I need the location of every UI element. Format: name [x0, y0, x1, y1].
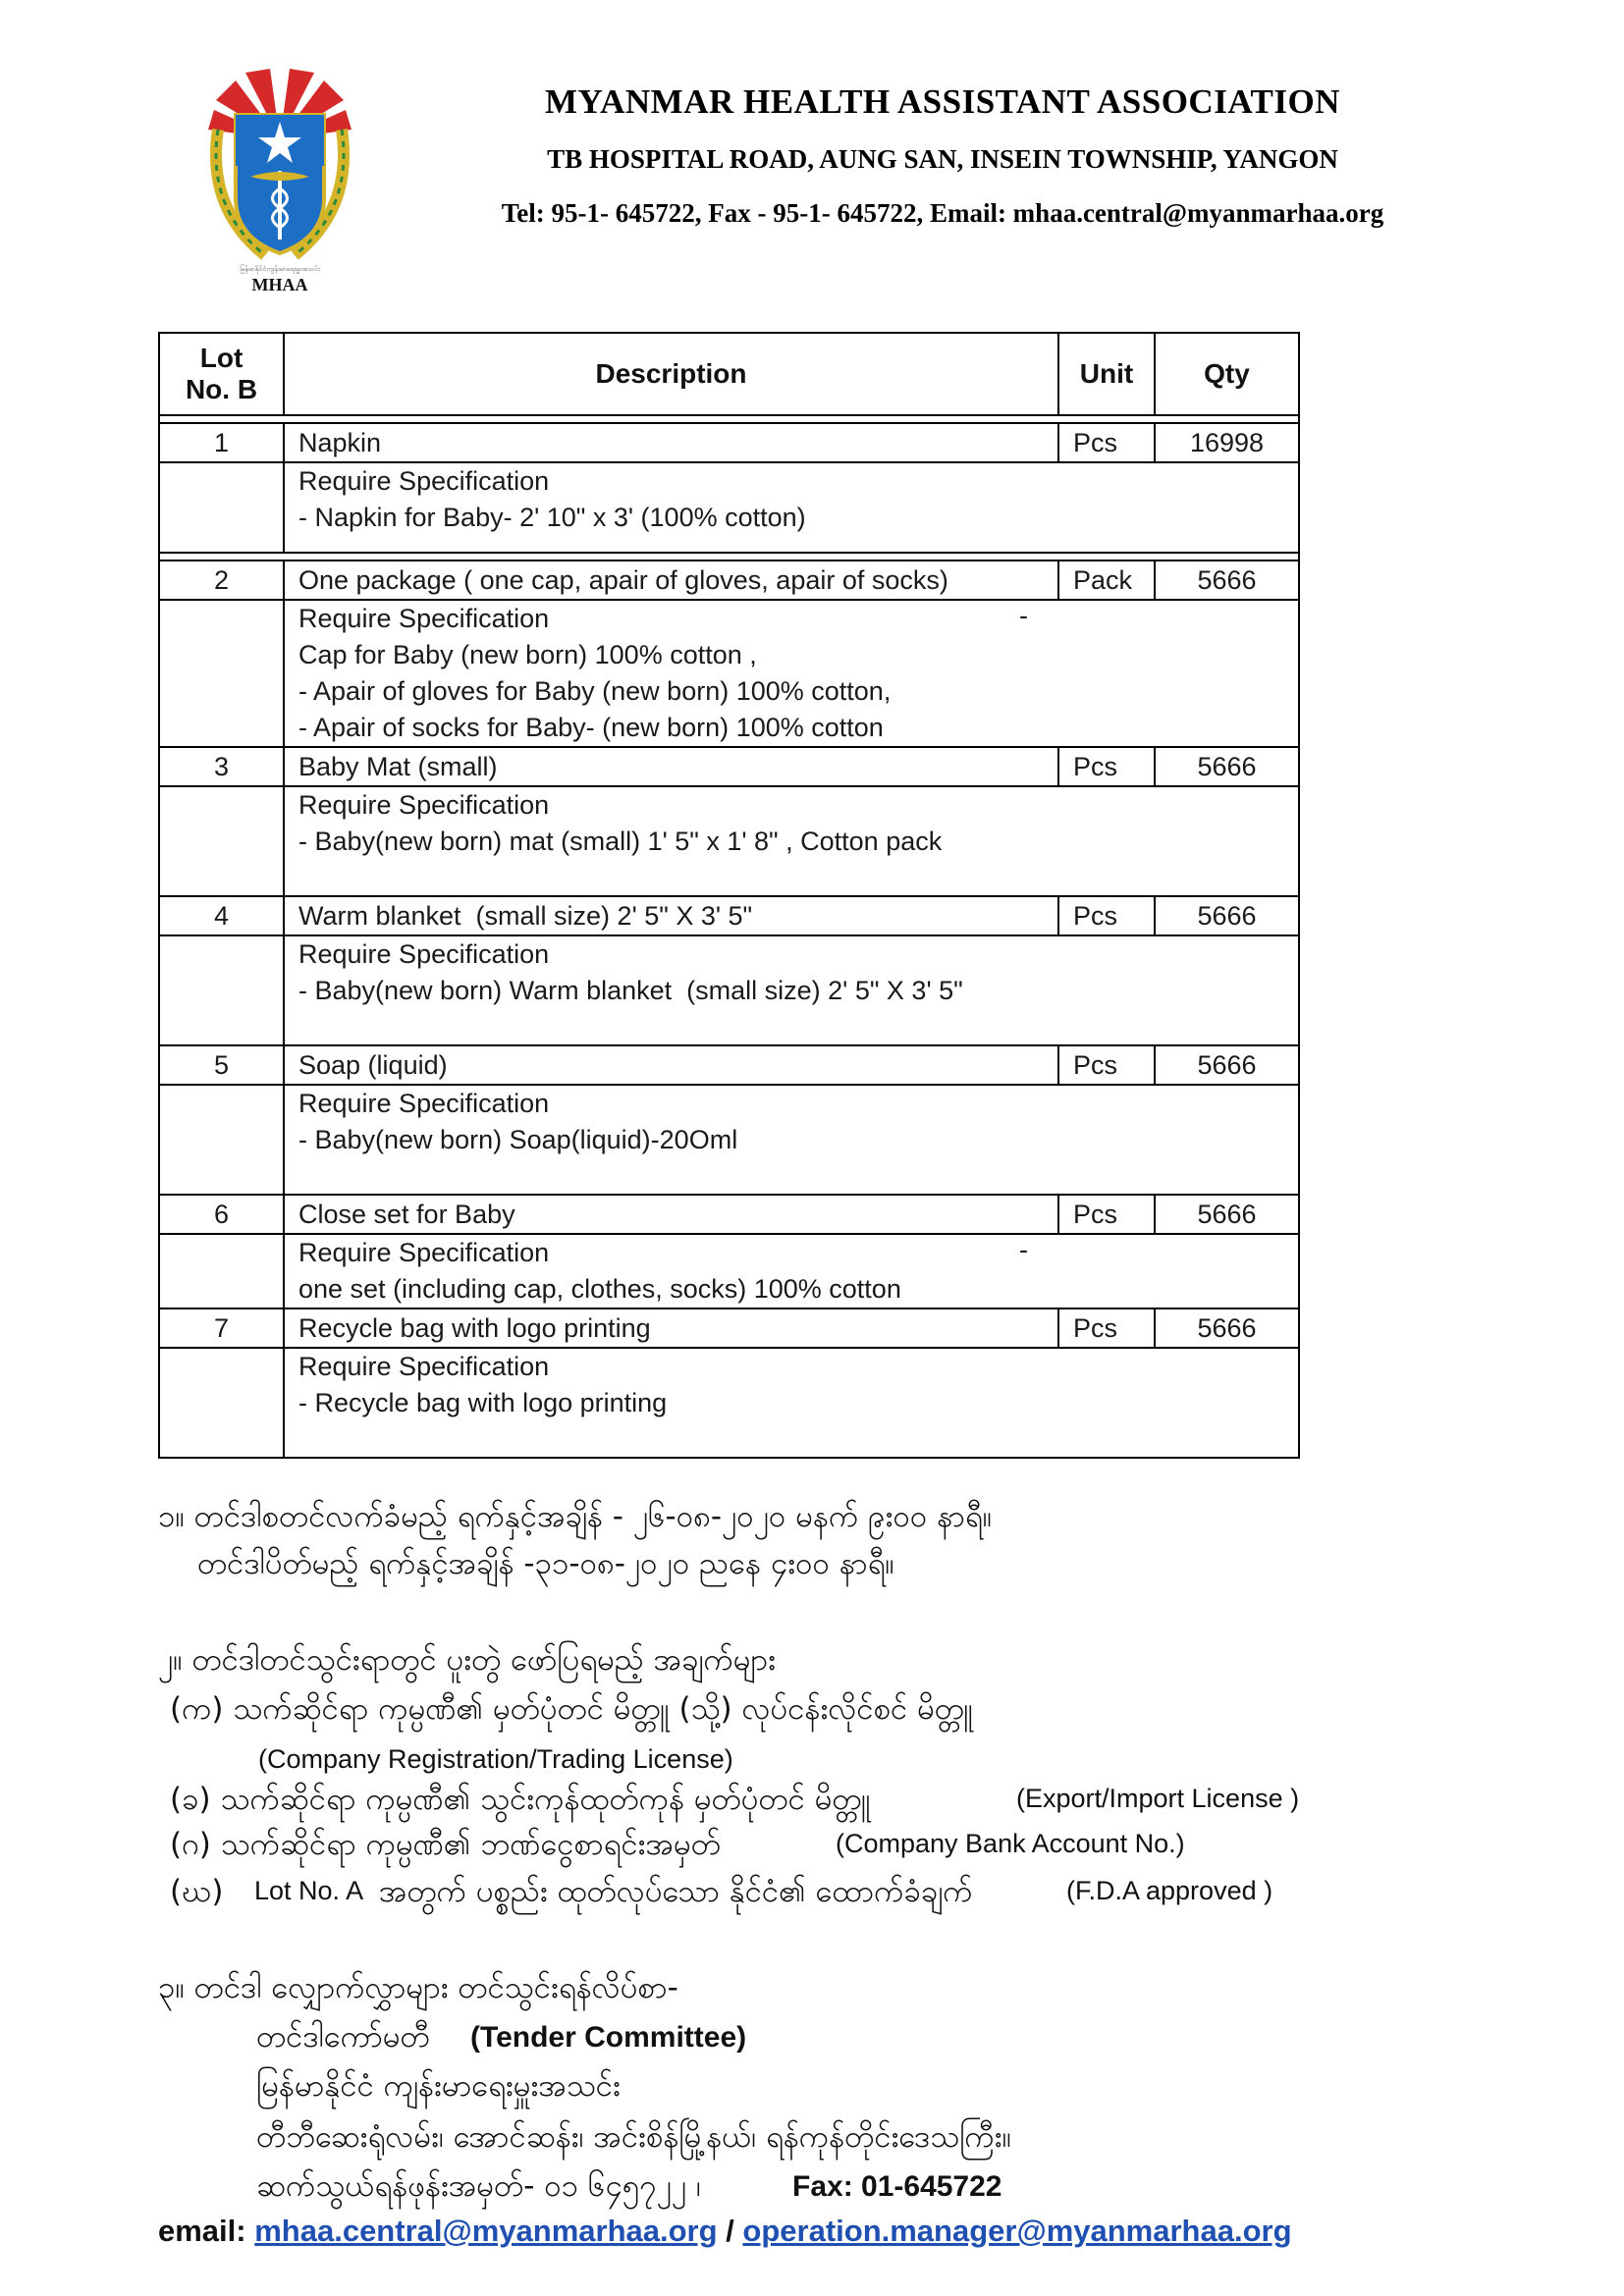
- item-qty: 5666: [1155, 747, 1299, 786]
- lot-number: 2: [159, 561, 284, 600]
- spec-row: [159, 462, 1299, 553]
- spec-row: [159, 1348, 1299, 1458]
- note-1-closing: တင်ဒါပိတ်မည့် ရက်နှင့်အချိန် -၃၁-၀၈-၂၀၂၀ ညနေ ၄းဝဝ နာရီ။: [197, 1546, 894, 1581]
- item-specification: [284, 1348, 1299, 1458]
- item-specification: [284, 1085, 1299, 1195]
- note-3-association: မြန်မာနိုင်ငံ ကျန်းမာရေးမှူးအသင်း: [256, 2068, 621, 2104]
- item-specification: [284, 600, 1299, 747]
- item-specification: [284, 786, 1299, 896]
- item-unit: Pack: [1058, 561, 1155, 600]
- note-2-d-english: (F.D.A approved ): [1066, 1876, 1273, 1905]
- email-link-operations[interactable]: operation.manager@myanmarhaa.org: [742, 2214, 1292, 2248]
- stray-dash: -: [1019, 601, 1028, 630]
- spec-line: Require Specification: [298, 939, 550, 969]
- table-row: [159, 561, 1299, 600]
- item-qty: 5666: [1155, 896, 1299, 935]
- spec-line: Require Specification: [298, 1352, 550, 1381]
- spec-row: [159, 935, 1299, 1045]
- header-qty: Qty: [1155, 333, 1299, 415]
- spec-line: - Recycle bag with logo printing: [298, 1388, 668, 1417]
- spec-line: Require Specification: [298, 1089, 550, 1118]
- table-row: [159, 1195, 1299, 1234]
- spec-row: [159, 786, 1299, 896]
- item-unit: Pcs: [1058, 1195, 1155, 1234]
- logo-ring-text: မြန်မာနိုင်ငံကျန်းမာရေးမှူးအသင်း: [240, 265, 320, 273]
- spec-line: Cap for Baby (new born) 100% cotton ,: [298, 640, 757, 669]
- lots-table-body: [159, 415, 1299, 1458]
- footer-email-line: [158, 2214, 1292, 2249]
- org-contact: Tel: 95-1- 645722, Fax - 95-1- 645722, Email: mhaa.central@myanmarhaa.org: [501, 198, 1384, 228]
- item-description: Baby Mat (small): [284, 747, 1058, 786]
- spec-row: [159, 600, 1299, 747]
- stray-dash: -: [1019, 1235, 1028, 1264]
- note-2-d-text: အတွက် ပစ္စည်း ထုတ်လုပ်သော နိုင်ငံ၏ ထောက်ခံချက်: [379, 1874, 973, 1909]
- item-unit: Pcs: [1058, 1045, 1155, 1085]
- item-specification: [284, 935, 1299, 1045]
- spec-line: - Apair of socks for Baby- (new born) 100% cotton: [298, 713, 884, 742]
- header-lot-no-label: No. B: [185, 374, 258, 404]
- note-3-address: တီဘီဆေးရုံလမ်း၊ အောင်ဆန်း၊ အင်းစိန်မြို့နယ်၊ ရန်ကုန်တိုင်းဒေသကြီး။: [256, 2119, 1011, 2155]
- item-qty: 5666: [1155, 1308, 1299, 1348]
- item-unit: Pcs: [1058, 747, 1155, 786]
- spec-row: [159, 1085, 1299, 1195]
- header-description: Description: [284, 333, 1058, 415]
- email-separator: /: [726, 2214, 734, 2248]
- note-2-title: ၂။ တင်ဒါတင်သွင်းရာတွင် ပူးတွဲ ဖော်ပြရမည့် အချက်များ: [158, 1642, 777, 1678]
- table-header-row: [159, 333, 1299, 415]
- lot-number: 3: [159, 747, 284, 786]
- note-1-opening: ၁။ တင်ဒါစတင်လက်ခံမည့် ရက်နှင့်အချိန် - ၂၆-၀၈-၂၀၂၀ မနက် ၉းဝဝ နာရီ။: [158, 1499, 993, 1534]
- table-row: [159, 1045, 1299, 1085]
- spec-line: - Baby(new born) mat (small) 1' 5" x 1' 8" , Cotton pack: [298, 827, 943, 856]
- table-row: [159, 747, 1299, 786]
- note-2-a: (က) သက်ဆိုင်ရာ ကုမ္ပဏီ၏ မှတ်ပုံတင် မိတ္တူ (သို့) လုပ်ငန်းလိုင်စင် မိတ္တူ: [170, 1691, 973, 1727]
- lot-number: 6: [159, 1195, 284, 1234]
- lot-number: 7: [159, 1308, 284, 1348]
- item-description: Warm blanket (small size) 2' 5" X 3' 5": [284, 896, 1058, 935]
- spec-line: - Baby(new born) Soap(liquid)-20Oml: [298, 1125, 738, 1154]
- spec-line: Require Specification: [298, 790, 550, 820]
- header-lot-no: [159, 333, 284, 415]
- spec-line: Require Specification: [298, 604, 550, 633]
- mhaa-logo: [196, 61, 363, 296]
- table-row: [159, 1308, 1299, 1348]
- item-specification: [284, 1234, 1299, 1308]
- org-address: TB HOSPITAL ROAD, AUNG SAN, INSEIN TOWNSHIP, YANGON: [547, 144, 1338, 174]
- item-unit: Pcs: [1058, 896, 1155, 935]
- item-description: Napkin: [284, 423, 1058, 462]
- item-unit: Pcs: [1058, 1308, 1155, 1348]
- lot-number: 1: [159, 423, 284, 462]
- header-lot-label: Lot: [199, 343, 244, 373]
- org-name: MYANMAR HEALTH ASSISTANT ASSOCIATION: [545, 82, 1340, 121]
- email-link-central[interactable]: mhaa.central@myanmarhaa.org: [254, 2214, 718, 2248]
- item-qty: 5666: [1155, 1045, 1299, 1085]
- item-description: Soap (liquid): [284, 1045, 1058, 1085]
- lot-number: 4: [159, 896, 284, 935]
- spec-row: [159, 1234, 1299, 1308]
- item-qty: 5666: [1155, 561, 1299, 600]
- item-specification: [284, 462, 1299, 553]
- note-2-a-english: (Company Registration/Trading License): [258, 1744, 733, 1774]
- item-unit: Pcs: [1058, 423, 1155, 462]
- spec-line: Require Specification: [298, 1238, 550, 1267]
- note-2-b: (ခ) သက်ဆိုင်ရာ ကုမ္ပဏီ၏ သွင်းကုန်ထုတ်ကုန် မှတ်ပုံတင် မိတ္တူ: [170, 1782, 871, 1817]
- note-2-d-lot: Lot No. A: [254, 1876, 364, 1905]
- table-row: [159, 896, 1299, 935]
- table-row: [159, 423, 1299, 462]
- spec-line: Require Specification: [298, 466, 550, 496]
- note-2-c: (ဂ) သက်ဆိုင်ရာ ကုမ္ပဏီ၏ ဘဏ်ငွေစာရင်းအမှတ်: [170, 1827, 721, 1862]
- item-qty: 5666: [1155, 1195, 1299, 1234]
- note-3-committee: တင်ဒါကော်မတီ: [256, 2019, 430, 2055]
- lot-number: 5: [159, 1045, 284, 1085]
- spec-line: one set (including cap, clothes, socks) 100% cotton: [298, 1274, 901, 1304]
- email-label: email:: [158, 2214, 246, 2248]
- note-3-phone: ဆက်သွယ်ရန်ဖုန်းအမှတ်- ၀၁ ၆၄၅၇၂၂ ၊: [256, 2168, 701, 2204]
- spec-line: - Apair of gloves for Baby (new born) 100% cotton,: [298, 676, 892, 706]
- header-unit: Unit: [1058, 333, 1155, 415]
- item-description: Close set for Baby: [284, 1195, 1058, 1234]
- logo-caption: MHAA: [251, 275, 308, 294]
- item-description: One package ( one cap, apair of gloves, apair of socks): [284, 561, 1058, 600]
- note-3-committee-english: (Tender Committee): [470, 2021, 747, 2054]
- note-2-b-english: (Export/Import License ): [1016, 1784, 1300, 1813]
- item-qty: 16998: [1155, 423, 1299, 462]
- spec-line: - Napkin for Baby- 2' 10" x 3' (100% cotton): [298, 503, 806, 532]
- spec-line: - Baby(new born) Warm blanket (small size) 2' 5" X 3' 5": [298, 976, 963, 1005]
- note-3-fax: Fax: 01-645722: [792, 2170, 1002, 2203]
- item-description: Recycle bag with logo printing: [284, 1308, 1058, 1348]
- note-2-c-english: (Company Bank Account No.): [836, 1829, 1185, 1858]
- lots-table: [158, 332, 1300, 1459]
- note-2-d-marker: (ဃ): [170, 1874, 224, 1909]
- note-3-title: ၃။ တင်ဒါ လျှောက်လွှာများ တင်သွင်းရန်လိပ်စာ-: [158, 1970, 678, 2005]
